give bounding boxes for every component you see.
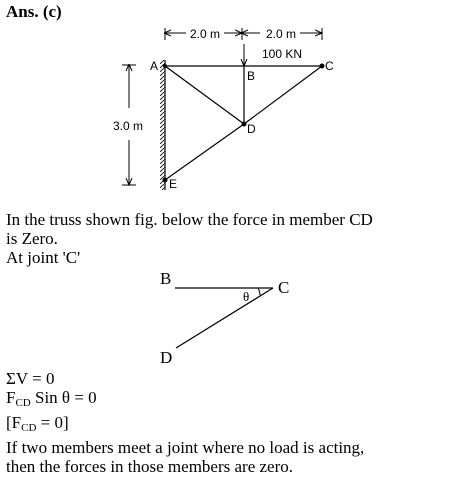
equation-sum-v: ΣV = 0 bbox=[6, 369, 55, 388]
intro-line-1: In the truss shown fig. below the force in member CD bbox=[6, 210, 373, 229]
joint-c-label: C bbox=[325, 59, 334, 73]
dimension-height bbox=[113, 65, 143, 185]
dimension-top bbox=[165, 27, 322, 41]
theta-arc bbox=[258, 288, 260, 295]
load-label: 100 KN bbox=[262, 47, 303, 61]
joint-a-dot bbox=[163, 64, 167, 68]
intro-text bbox=[6, 210, 373, 267]
conclusion-line-2: then the forces in those members are zero. bbox=[6, 457, 293, 476]
truss-diagram bbox=[0, 0, 463, 205]
member-cd bbox=[244, 66, 322, 124]
joint-c-diagram bbox=[0, 262, 463, 372]
conclusion-line-1: If two members meet a joint where no load is acting, bbox=[6, 438, 365, 457]
member-ad bbox=[165, 66, 244, 124]
joint-c-dot bbox=[320, 64, 325, 69]
joint-d-text: D bbox=[160, 348, 173, 367]
answer-label: Ans. (c) bbox=[6, 2, 62, 21]
joint-b-label: B bbox=[247, 69, 256, 83]
joint-c-heading: At joint 'C' bbox=[6, 248, 81, 267]
member-ed bbox=[165, 124, 244, 180]
joint-b-text: B bbox=[160, 269, 172, 288]
equations bbox=[6, 369, 364, 476]
intro-line-2: is Zero. bbox=[6, 229, 58, 248]
joint-a-label: A bbox=[150, 59, 159, 73]
joint-d-dot bbox=[242, 122, 247, 127]
member-dc-line bbox=[176, 288, 273, 348]
equation-fcd-zero: $[F_{CD} = 0]$ bbox=[6, 413, 69, 434]
dim-right-label: 2.0 m bbox=[265, 27, 297, 41]
dim-left-label: 2.0 m bbox=[189, 27, 221, 41]
joint-c-text: C bbox=[278, 278, 290, 297]
joint-e-dot bbox=[163, 178, 168, 183]
height-label: 3.0 m bbox=[112, 119, 144, 133]
theta-label: θ bbox=[243, 289, 250, 304]
load-arrow bbox=[244, 44, 302, 66]
equation-fcd-sin: $F_{CD}$ Sin θ = 0 bbox=[6, 388, 97, 409]
wall-support bbox=[160, 60, 165, 190]
joint-d-label: D bbox=[247, 122, 256, 136]
joint-e-label: E bbox=[169, 177, 178, 191]
